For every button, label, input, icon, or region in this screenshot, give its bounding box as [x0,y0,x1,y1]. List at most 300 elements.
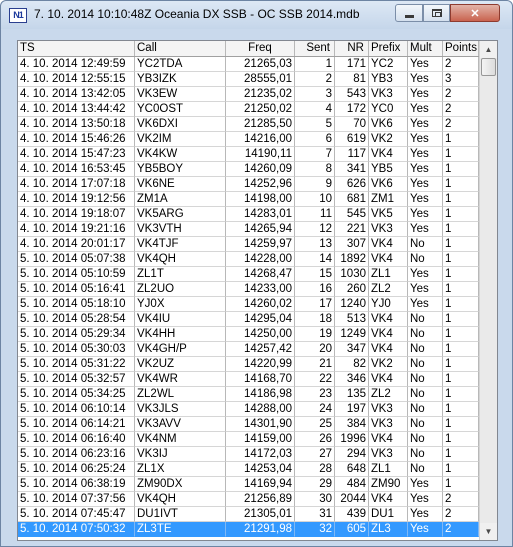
cell-prefix: VK3 [369,402,408,417]
cell-ts: 5. 10. 2014 05:30:03 [18,342,135,357]
cell-nr: 648 [335,462,369,477]
column-header-sent[interactable]: Sent [295,41,335,56]
cell-mult: No [408,462,443,477]
cell-ts: 4. 10. 2014 19:12:56 [18,192,135,207]
cell-prefix: ZL1 [369,462,408,477]
cell-sent: 8 [295,162,335,177]
cell-mult: No [408,432,443,447]
cell-points: 1 [443,312,479,327]
table-row[interactable] [18,372,479,387]
cell-points: 2 [443,102,479,117]
table-row[interactable] [18,132,479,147]
cell-nr: 626 [335,177,369,192]
cell-freq: 14253,04 [226,462,295,477]
cell-nr: 513 [335,312,369,327]
cell-nr: 294 [335,447,369,462]
cell-sent: 20 [295,342,335,357]
cell-sent: 4 [295,102,335,117]
column-header-nr[interactable]: NR [335,41,369,56]
cell-nr: 2044 [335,492,369,507]
cell-sent: 10 [295,192,335,207]
cell-points: 1 [443,177,479,192]
cell-points: 1 [443,132,479,147]
cell-prefix: VK4 [369,312,408,327]
cell-ts: 5. 10. 2014 06:38:19 [18,477,135,492]
cell-prefix: ZL1 [369,267,408,282]
cell-prefix: ZM1 [369,192,408,207]
cell-freq: 14288,00 [226,402,295,417]
column-header-ts[interactable]: TS [18,41,135,56]
cell-freq: 14198,00 [226,192,295,207]
table-row[interactable] [18,522,479,537]
cell-freq: 21235,02 [226,87,295,102]
cell-sent: 7 [295,147,335,162]
cell-freq: 14295,04 [226,312,295,327]
cell-prefix: VK4 [369,252,408,267]
table-row[interactable] [18,102,479,117]
cell-freq: 14250,00 [226,327,295,342]
cell-mult: No [408,327,443,342]
cell-prefix: YB5 [369,162,408,177]
column-header-freq[interactable]: Freq [226,41,295,56]
cell-points: 1 [443,447,479,462]
cell-sent: 9 [295,177,335,192]
table-row[interactable] [18,87,479,102]
cell-prefix: VK5 [369,207,408,222]
cell-sent: 16 [295,282,335,297]
cell-sent: 21 [295,357,335,372]
cell-points: 1 [443,477,479,492]
cell-freq: 14233,00 [226,282,295,297]
log-table [18,41,479,540]
cell-mult: Yes [408,87,443,102]
scroll-down-button[interactable] [480,523,497,540]
cell-prefix: ZL3 [369,522,408,537]
cell-points: 2 [443,117,479,132]
cell-freq: 14169,94 [226,477,295,492]
column-header-row [18,41,479,57]
cell-nr: 221 [335,222,369,237]
n1mm-app-icon[interactable]: N1 [9,8,27,23]
cell-sent: 24 [295,402,335,417]
cell-points: 2 [443,87,479,102]
cell-sent: 1 [295,57,335,72]
cell-prefix: VK3 [369,447,408,462]
cell-mult: Yes [408,57,443,72]
cell-points: 1 [443,327,479,342]
cell-call: VK4GH/P [135,342,226,357]
vertical-scrollbar[interactable] [479,41,497,540]
table-row[interactable] [18,492,479,507]
cell-ts: 5. 10. 2014 07:45:47 [18,507,135,522]
table-row[interactable] [18,432,479,447]
table-row[interactable] [18,267,479,282]
cell-freq: 14216,00 [226,132,295,147]
cell-call: YC0OST [135,102,226,117]
table-row[interactable] [18,387,479,402]
cell-ts: 4. 10. 2014 13:50:18 [18,117,135,132]
cell-points: 2 [443,57,479,72]
cell-call: ZL3TE [135,522,226,537]
cell-mult: Yes [408,117,443,132]
cell-ts: 5. 10. 2014 06:14:21 [18,417,135,432]
chevron-down-icon: ▼ [484,527,493,536]
cell-prefix: YB3 [369,72,408,87]
cell-points: 1 [443,357,479,372]
cell-sent: 23 [295,387,335,402]
cell-call: VK4QH [135,492,226,507]
table-row[interactable] [18,57,479,72]
cell-ts: 4. 10. 2014 17:07:18 [18,177,135,192]
cell-call: YC2TDA [135,57,226,72]
cell-prefix: ZL2 [369,387,408,402]
cell-mult: Yes [408,72,443,87]
log-rows [18,57,479,537]
cell-freq: 14220,99 [226,357,295,372]
cell-ts: 5. 10. 2014 07:37:56 [18,492,135,507]
cell-mult: No [408,447,443,462]
cell-ts: 5. 10. 2014 05:28:54 [18,312,135,327]
cell-sent: 5 [295,117,335,132]
cell-sent: 11 [295,207,335,222]
cell-prefix: YC0 [369,102,408,117]
cell-nr: 171 [335,57,369,72]
cell-call: VK2UZ [135,357,226,372]
cell-ts: 5. 10. 2014 05:16:41 [18,282,135,297]
cell-points: 1 [443,342,479,357]
cell-prefix: VK3 [369,222,408,237]
cell-sent: 25 [295,417,335,432]
cell-freq: 21250,02 [226,102,295,117]
cell-call: ZL2WL [135,387,226,402]
cell-nr: 384 [335,417,369,432]
cell-freq: 14301,90 [226,417,295,432]
table-row[interactable] [18,462,479,477]
cell-points: 1 [443,147,479,162]
cell-points: 1 [443,417,479,432]
cell-call: VK3AVV [135,417,226,432]
chevron-up-icon: ▲ [484,45,493,54]
cell-call: VK2IM [135,132,226,147]
cell-points: 1 [443,282,479,297]
cell-mult: Yes [408,147,443,162]
cell-nr: 260 [335,282,369,297]
cell-freq: 14228,00 [226,252,295,267]
cell-freq: 14172,03 [226,447,295,462]
cell-ts: 5. 10. 2014 05:18:10 [18,297,135,312]
cell-freq: 14260,09 [226,162,295,177]
title-bar[interactable] [1,1,512,29]
cell-prefix: YJ0 [369,297,408,312]
cell-sent: 19 [295,327,335,342]
cell-sent: 22 [295,372,335,387]
table-row[interactable] [18,147,479,162]
cell-ts: 4. 10. 2014 15:47:23 [18,147,135,162]
cell-call: ZL2UO [135,282,226,297]
cell-ts: 4. 10. 2014 13:44:42 [18,102,135,117]
cell-ts: 5. 10. 2014 06:16:40 [18,432,135,447]
table-row[interactable] [18,177,479,192]
cell-points: 2 [443,492,479,507]
minimize-icon [405,15,414,18]
cell-nr: 681 [335,192,369,207]
cell-sent: 28 [295,462,335,477]
cell-mult: No [408,237,443,252]
cell-sent: 12 [295,222,335,237]
table-row[interactable] [18,402,479,417]
cell-points: 1 [443,207,479,222]
cell-nr: 543 [335,87,369,102]
table-row[interactable] [18,447,479,462]
column-header-call[interactable]: Call [135,41,226,56]
cell-ts: 5. 10. 2014 06:23:16 [18,447,135,462]
cell-call: VK4NM [135,432,226,447]
cell-nr: 307 [335,237,369,252]
cell-freq: 14186,98 [226,387,295,402]
cell-nr: 484 [335,477,369,492]
scroll-thumb[interactable] [481,58,496,76]
cell-points: 2 [443,507,479,522]
cell-ts: 4. 10. 2014 19:21:16 [18,222,135,237]
cell-nr: 347 [335,342,369,357]
cell-sent: 32 [295,522,335,537]
cell-mult: No [408,252,443,267]
cell-call: VK6NE [135,177,226,192]
cell-mult: Yes [408,162,443,177]
log-grid [17,40,498,541]
maximize-button[interactable] [423,4,450,22]
cell-freq: 14259,97 [226,237,295,252]
table-row[interactable] [18,327,479,342]
cell-sent: 3 [295,87,335,102]
scroll-up-button[interactable] [480,41,497,58]
cell-prefix: ZL2 [369,282,408,297]
cell-mult: Yes [408,507,443,522]
cell-call: VK3JLS [135,402,226,417]
cell-points: 1 [443,432,479,447]
cell-freq: 21285,50 [226,117,295,132]
cell-mult: Yes [408,492,443,507]
cell-points: 1 [443,267,479,282]
cell-nr: 172 [335,102,369,117]
cell-prefix: VK4 [369,327,408,342]
cell-mult: Yes [408,477,443,492]
cell-freq: 14260,02 [226,297,295,312]
cell-sent: 27 [295,447,335,462]
cell-sent: 13 [295,237,335,252]
cell-prefix: VK2 [369,357,408,372]
cell-sent: 29 [295,477,335,492]
table-row[interactable] [18,357,479,372]
cell-nr: 117 [335,147,369,162]
cell-ts: 4. 10. 2014 16:53:45 [18,162,135,177]
cell-freq: 21305,01 [226,507,295,522]
cell-ts: 4. 10. 2014 12:49:59 [18,57,135,72]
cell-ts: 5. 10. 2014 05:29:34 [18,327,135,342]
cell-call: VK3EW [135,87,226,102]
cell-points: 1 [443,402,479,417]
cell-points: 1 [443,237,479,252]
table-row[interactable] [18,72,479,87]
table-row[interactable] [18,252,479,267]
cell-freq: 14283,01 [226,207,295,222]
close-button[interactable] [450,4,500,22]
cell-sent: 2 [295,72,335,87]
minimize-button[interactable] [395,4,423,22]
cell-sent: 26 [295,432,335,447]
cell-prefix: DU1 [369,507,408,522]
cell-mult: No [408,402,443,417]
cell-prefix: VK6 [369,117,408,132]
cell-points: 1 [443,297,479,312]
cell-call: VK6DXI [135,117,226,132]
table-row[interactable] [18,312,479,327]
table-row[interactable] [18,237,479,252]
cell-points: 1 [443,252,479,267]
table-row[interactable] [18,477,479,492]
cell-nr: 1030 [335,267,369,282]
cell-nr: 1249 [335,327,369,342]
cell-nr: 70 [335,117,369,132]
cell-prefix: VK4 [369,492,408,507]
cell-sent: 14 [295,252,335,267]
cell-prefix: VK3 [369,87,408,102]
cell-call: DU1IVT [135,507,226,522]
cell-prefix: YC2 [369,57,408,72]
cell-ts: 5. 10. 2014 05:07:38 [18,252,135,267]
cell-sent: 18 [295,312,335,327]
cell-freq: 14265,94 [226,222,295,237]
cell-nr: 346 [335,372,369,387]
cell-freq: 14252,96 [226,177,295,192]
cell-nr: 1240 [335,297,369,312]
cell-freq: 14159,00 [226,432,295,447]
cell-mult: Yes [408,522,443,537]
cell-mult: No [408,372,443,387]
cell-ts: 5. 10. 2014 06:25:24 [18,462,135,477]
column-header-prefix[interactable]: Prefix [369,41,408,56]
cell-nr: 81 [335,72,369,87]
cell-points: 1 [443,192,479,207]
cell-points: 1 [443,387,479,402]
cell-nr: 82 [335,357,369,372]
cell-call: VK4KW [135,147,226,162]
table-row[interactable] [18,417,479,432]
table-row[interactable] [18,297,479,312]
cell-call: ZL1T [135,267,226,282]
cell-nr: 135 [335,387,369,402]
cell-prefix: VK2 [369,132,408,147]
cell-ts: 4. 10. 2014 13:42:05 [18,87,135,102]
cell-mult: Yes [408,102,443,117]
cell-sent: 17 [295,297,335,312]
cell-points: 1 [443,222,479,237]
cell-call: YB3IZK [135,72,226,87]
cell-prefix: VK3 [369,417,408,432]
cell-nr: 197 [335,402,369,417]
table-row[interactable] [18,192,479,207]
cell-ts: 5. 10. 2014 05:31:22 [18,357,135,372]
cell-ts: 5. 10. 2014 06:10:14 [18,402,135,417]
cell-ts: 4. 10. 2014 19:18:07 [18,207,135,222]
cell-call: YJ0X [135,297,226,312]
table-row[interactable] [18,162,479,177]
cell-ts: 5. 10. 2014 05:10:59 [18,267,135,282]
column-header-points[interactable]: Points [443,41,479,56]
table-row[interactable] [18,507,479,522]
table-row[interactable] [18,282,479,297]
maximize-icon [432,9,442,17]
cell-sent: 15 [295,267,335,282]
cell-nr: 545 [335,207,369,222]
cell-prefix: VK4 [369,432,408,447]
cell-mult: No [408,417,443,432]
cell-mult: No [408,387,443,402]
table-row[interactable] [18,117,479,132]
cell-freq: 14257,42 [226,342,295,357]
cell-freq: 21291,98 [226,522,295,537]
column-header-mult[interactable]: Mult [408,41,443,56]
cell-sent: 6 [295,132,335,147]
cell-mult: No [408,342,443,357]
cell-call: VK4IU [135,312,226,327]
cell-sent: 31 [295,507,335,522]
cell-ts: 4. 10. 2014 15:46:26 [18,132,135,147]
cell-freq: 21256,89 [226,492,295,507]
cell-freq: 21265,03 [226,57,295,72]
cell-freq: 14268,47 [226,267,295,282]
cell-ts: 4. 10. 2014 12:55:15 [18,72,135,87]
window-title: 7. 10. 2014 10:10:48Z Oceania DX SSB - OC SSB 2014.mdb [34,7,360,21]
cell-ts: 4. 10. 2014 20:01:17 [18,237,135,252]
cell-mult: Yes [408,177,443,192]
cell-ts: 5. 10. 2014 05:32:57 [18,372,135,387]
cell-mult: Yes [408,282,443,297]
cell-call: ZM90DX [135,477,226,492]
cell-points: 2 [443,522,479,537]
cell-freq: 28555,01 [226,72,295,87]
cell-prefix: VK4 [369,372,408,387]
cell-points: 3 [443,72,479,87]
cell-call: VK4QH [135,252,226,267]
cell-call: VK4TJF [135,237,226,252]
cell-call: VK3VTH [135,222,226,237]
cell-nr: 605 [335,522,369,537]
table-row[interactable] [18,207,479,222]
cell-prefix: VK6 [369,177,408,192]
table-row[interactable] [18,222,479,237]
cell-nr: 341 [335,162,369,177]
cell-points: 1 [443,162,479,177]
cell-call: VK4WR [135,372,226,387]
cell-nr: 439 [335,507,369,522]
cell-nr: 1892 [335,252,369,267]
cell-call: YB5BOY [135,162,226,177]
cell-nr: 619 [335,132,369,147]
cell-mult: No [408,357,443,372]
cell-prefix: VK4 [369,237,408,252]
close-icon: ✕ [470,7,480,20]
table-row[interactable] [18,342,479,357]
cell-sent: 30 [295,492,335,507]
cell-freq: 14168,70 [226,372,295,387]
cell-points: 1 [443,372,479,387]
cell-call: VK4HH [135,327,226,342]
cell-mult: Yes [408,192,443,207]
cell-prefix: VK4 [369,147,408,162]
cell-call: ZL1X [135,462,226,477]
cell-mult: No [408,312,443,327]
